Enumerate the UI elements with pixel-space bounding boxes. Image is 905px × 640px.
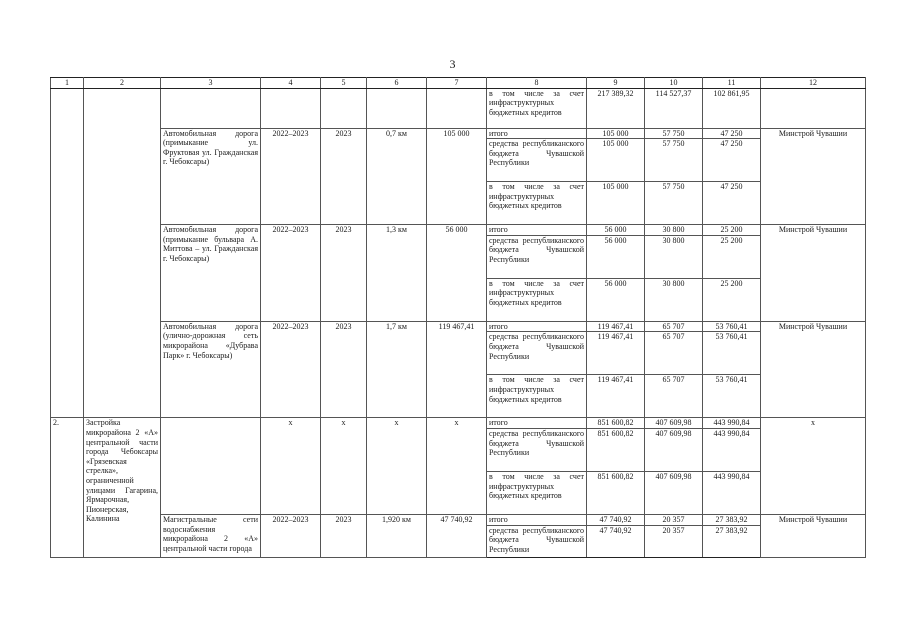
- cell-2023: 47 250: [703, 182, 761, 225]
- column-number: 11: [703, 78, 761, 89]
- cell-total: 56 000: [587, 225, 645, 236]
- cell-2023: 53 760,41: [703, 321, 761, 332]
- object-capacity: х: [367, 418, 427, 515]
- cell-total: 119 467,41: [587, 321, 645, 332]
- cell-total: 851 600,82: [587, 471, 645, 514]
- cell-2022: 20 357: [645, 525, 703, 557]
- funding-source: средства республиканского бюджета Чувашской Республики: [487, 332, 587, 375]
- funding-source: в том числе за счет инфраструктурных бюджетных кредитов: [487, 471, 587, 514]
- funding-source: средства республиканского бюджета Чувашской Республики: [487, 235, 587, 278]
- table-row: [51, 514, 866, 525]
- column-number: 5: [321, 78, 367, 89]
- cell-total: 119 467,41: [587, 375, 645, 418]
- object-cost: 56 000: [427, 225, 487, 322]
- object-year: х: [321, 418, 367, 515]
- cell-2023: 443 990,84: [703, 418, 761, 429]
- object-customer: х: [761, 418, 866, 515]
- funding-source: в том числе за счет инфраструктурных бюджетных кредитов: [487, 278, 587, 321]
- cell-2022: 407 609,98: [645, 428, 703, 471]
- cell-total: 851 600,82: [587, 418, 645, 429]
- object-capacity: 1,3 км: [367, 225, 427, 322]
- object-period: 2022–2023: [261, 514, 321, 557]
- column-number: 8: [487, 78, 587, 89]
- cell-2023: 27 383,92: [703, 525, 761, 557]
- object-name: Автомобильная дорога (улично-дорожная сеть микрорайона «Дубрава Парк» г. Чебоксары): [161, 321, 261, 418]
- cell-total: 105 000: [587, 182, 645, 225]
- cell-2022: 65 707: [645, 321, 703, 332]
- funding-source: итого: [487, 418, 587, 429]
- object-customer: Минстрой Чувашии: [761, 321, 866, 418]
- object-year: 2023: [321, 321, 367, 418]
- cell-2022: 65 707: [645, 375, 703, 418]
- cell-empty: [84, 88, 161, 418]
- cell-2022: 30 800: [645, 225, 703, 236]
- cell-total: 851 600,82: [587, 428, 645, 471]
- project-number: 2.: [51, 418, 84, 557]
- object-capacity: 1,920 км: [367, 514, 427, 557]
- cell-2023: 47 250: [703, 139, 761, 182]
- object-year: 2023: [321, 514, 367, 557]
- cell-empty: [161, 88, 261, 128]
- cell-2022: 57 750: [645, 139, 703, 182]
- object-customer: Минстрой Чувашии: [761, 128, 866, 225]
- table-row: [51, 321, 866, 332]
- column-number: 3: [161, 78, 261, 89]
- funding-source: в том числе за счет инфраструктурных бюджетных кредитов: [487, 375, 587, 418]
- object-name: Магистральные сети водоснабжения микрорайона 2 «А» центральной части города: [161, 514, 261, 557]
- cell-2022: 407 609,98: [645, 418, 703, 429]
- object-period: 2022–2023: [261, 225, 321, 322]
- column-number: 10: [645, 78, 703, 89]
- funding-source: итого: [487, 225, 587, 236]
- table-row: [51, 128, 866, 139]
- funding-source: средства республиканского бюджета Чувашской Республики: [487, 525, 587, 557]
- cell-empty: [261, 88, 321, 128]
- cell-2023: 25 200: [703, 235, 761, 278]
- object-cost: 119 467,41: [427, 321, 487, 418]
- cell-2023: 443 990,84: [703, 471, 761, 514]
- cell-2022: 57 750: [645, 182, 703, 225]
- column-number: 7: [427, 78, 487, 89]
- object-name: Автомобильная дорога (примыкание ул. Фруктовая ул. Гражданская г. Чебоксары): [161, 128, 261, 225]
- object-period: х: [261, 418, 321, 515]
- project-name: Застройка микрорайона 2 «А» центральной части города Чебоксары «Грязевская стрелка», ограниченной улицами Гагарина, Ярмарочная, Пионерская, Калинина: [84, 418, 161, 557]
- table-row: [51, 88, 866, 128]
- cell-2022: 20 357: [645, 514, 703, 525]
- cell-total: 47 740,92: [587, 525, 645, 557]
- object-customer: Минстрой Чувашии: [761, 225, 866, 322]
- funding-source: итого: [487, 514, 587, 525]
- funding-source: средства республиканского бюджета Чувашской Республики: [487, 428, 587, 471]
- object-period: 2022–2023: [261, 321, 321, 418]
- cell-empty: [367, 88, 427, 128]
- cell-total: 56 000: [587, 278, 645, 321]
- funding-source: итого: [487, 321, 587, 332]
- funding-source: средства республиканского бюджета Чувашской Республики: [487, 139, 587, 182]
- cell-empty: [321, 88, 367, 128]
- table-row: [51, 225, 866, 236]
- cell-empty: [761, 88, 866, 128]
- cell-empty: [51, 88, 84, 418]
- funding-source: в том числе за счет инфраструктурных бюджетных кредитов: [487, 182, 587, 225]
- cell-total: 47 740,92: [587, 514, 645, 525]
- cell-2023: 47 250: [703, 128, 761, 139]
- cell-2022: 407 609,98: [645, 471, 703, 514]
- cell-2022: 30 800: [645, 235, 703, 278]
- cell-2022: 114 527,37: [645, 88, 703, 128]
- object-year: 2023: [321, 128, 367, 225]
- column-number: 1: [51, 78, 84, 89]
- funding-source: итого: [487, 128, 587, 139]
- cell-2022: 57 750: [645, 128, 703, 139]
- column-number: 9: [587, 78, 645, 89]
- cell-total: 217 389,32: [587, 88, 645, 128]
- investment-table: [50, 77, 866, 558]
- cell-2023: 25 200: [703, 225, 761, 236]
- cell-2023: 443 990,84: [703, 428, 761, 471]
- table-row: [51, 418, 866, 429]
- funding-source: в том числе за счет инфраструктурных бюджетных кредитов: [487, 88, 587, 128]
- object-year: 2023: [321, 225, 367, 322]
- column-number: 12: [761, 78, 866, 89]
- object-customer: Минстрой Чувашии: [761, 514, 866, 557]
- object-name: Автомобильная дорога (примыкание бульвара А. Миттова – ул. Гражданская г. Чебоксары): [161, 225, 261, 322]
- cell-2023: 53 760,41: [703, 332, 761, 375]
- cell-2023: 102 861,95: [703, 88, 761, 128]
- cell-2023: 27 383,92: [703, 514, 761, 525]
- cell-total: 105 000: [587, 139, 645, 182]
- column-number-row: [51, 78, 866, 89]
- column-number: 4: [261, 78, 321, 89]
- object-cost: 105 000: [427, 128, 487, 225]
- object-capacity: 0,7 км: [367, 128, 427, 225]
- page-number: 3: [449, 57, 456, 71]
- cell-2023: 25 200: [703, 278, 761, 321]
- column-number: 2: [84, 78, 161, 89]
- cell-total: 56 000: [587, 235, 645, 278]
- column-number: 6: [367, 78, 427, 89]
- cell-2022: 30 800: [645, 278, 703, 321]
- cell-empty: [161, 418, 261, 515]
- cell-empty: [427, 88, 487, 128]
- cell-2022: 65 707: [645, 332, 703, 375]
- cell-total: 105 000: [587, 128, 645, 139]
- cell-2023: 53 760,41: [703, 375, 761, 418]
- object-capacity: 1,7 км: [367, 321, 427, 418]
- cell-total: 119 467,41: [587, 332, 645, 375]
- object-cost: 47 740,92: [427, 514, 487, 557]
- object-cost: х: [427, 418, 487, 515]
- object-period: 2022–2023: [261, 128, 321, 225]
